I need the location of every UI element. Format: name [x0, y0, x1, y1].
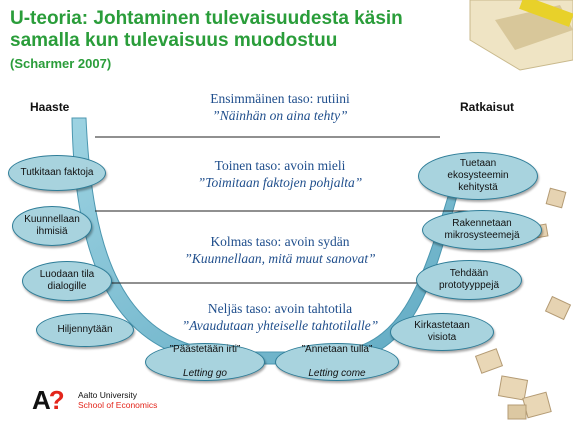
right-heading: Ratkaisut — [460, 100, 515, 114]
page-subtitle: (Scharmer 2007) — [10, 56, 112, 71]
left-step-1-label: Tutkitaan faktoja — [20, 167, 94, 178]
level-2-quote: ”Toimitaan faktojen pohjalta” — [197, 175, 363, 190]
logo-line-1: Aalto University — [78, 390, 138, 400]
bottom-step-letting-go — [145, 343, 265, 381]
aalto-logo-q: ? — [48, 385, 63, 415]
left-step-4 — [36, 313, 134, 347]
left-step-2-label: Kuunnellaan ihmisiä — [24, 214, 80, 237]
decor-blocks-right — [534, 188, 570, 319]
left-heading: Haaste — [30, 100, 70, 114]
bottom-step-letting-come — [275, 343, 399, 381]
level-1-name: Ensimmäinen taso: rutiini — [210, 91, 350, 106]
level-4-name: Neljäs taso: avoin tahtotila — [207, 301, 353, 316]
right-step-2 — [422, 210, 542, 250]
right-step-1-label: Tuetaan ekosysteemin kehitystä — [447, 158, 509, 193]
level-4 — [130, 300, 430, 334]
right-step-4 — [390, 313, 494, 351]
left-step-2 — [12, 206, 92, 246]
right-step-3 — [416, 260, 522, 300]
left-step-4-label: Hiljennytään — [57, 324, 113, 335]
level-2-name: Toinen taso: avoin mieli — [214, 158, 346, 173]
right-step-4-label: Kirkastetaan visiota — [414, 320, 470, 343]
decor-papers — [470, 0, 573, 70]
bottom-step-2-sub: Letting come — [308, 368, 366, 379]
level-2 — [130, 157, 430, 191]
bottom-step-1-sub: Letting go — [183, 368, 227, 379]
aalto-logo — [32, 385, 63, 416]
left-step-1 — [8, 155, 106, 191]
level-3-quote: ”Kuunnellaan, mitä muut sanovat” — [184, 251, 376, 266]
right-step-1 — [418, 152, 538, 200]
page-title: U-teoria: Johtaminen tulevaisuudesta käsin samalla kun tulevaisuus muodostuu — [10, 8, 403, 51]
level-4-quote: ”Avaudutaan yhteiselle tahtotilalle” — [181, 318, 379, 333]
bottom-step-2-label: ”Annetaan tulla” — [301, 344, 373, 355]
logo-line-2: School of Economics — [78, 400, 158, 410]
left-step-3-label: Luodaan tila dialogille — [39, 269, 95, 292]
right-step-2-label: Rakennetaan mikrosysteemejä — [444, 218, 520, 241]
level-3 — [130, 233, 430, 267]
left-step-3 — [22, 261, 112, 301]
level-1 — [130, 90, 430, 124]
right-step-3-label: Tehdään prototyyppejä — [438, 268, 500, 291]
bottom-step-1-label: ”Päästetään irti” — [169, 344, 241, 355]
decor-blocks-bottom — [476, 349, 552, 419]
aalto-logo-text — [78, 390, 157, 410]
level-3-name: Kolmas taso: avoin sydän — [210, 234, 350, 249]
level-1-quote: ”Näinhän on aina tehty” — [212, 108, 348, 123]
aalto-logo-a: A — [32, 385, 49, 415]
